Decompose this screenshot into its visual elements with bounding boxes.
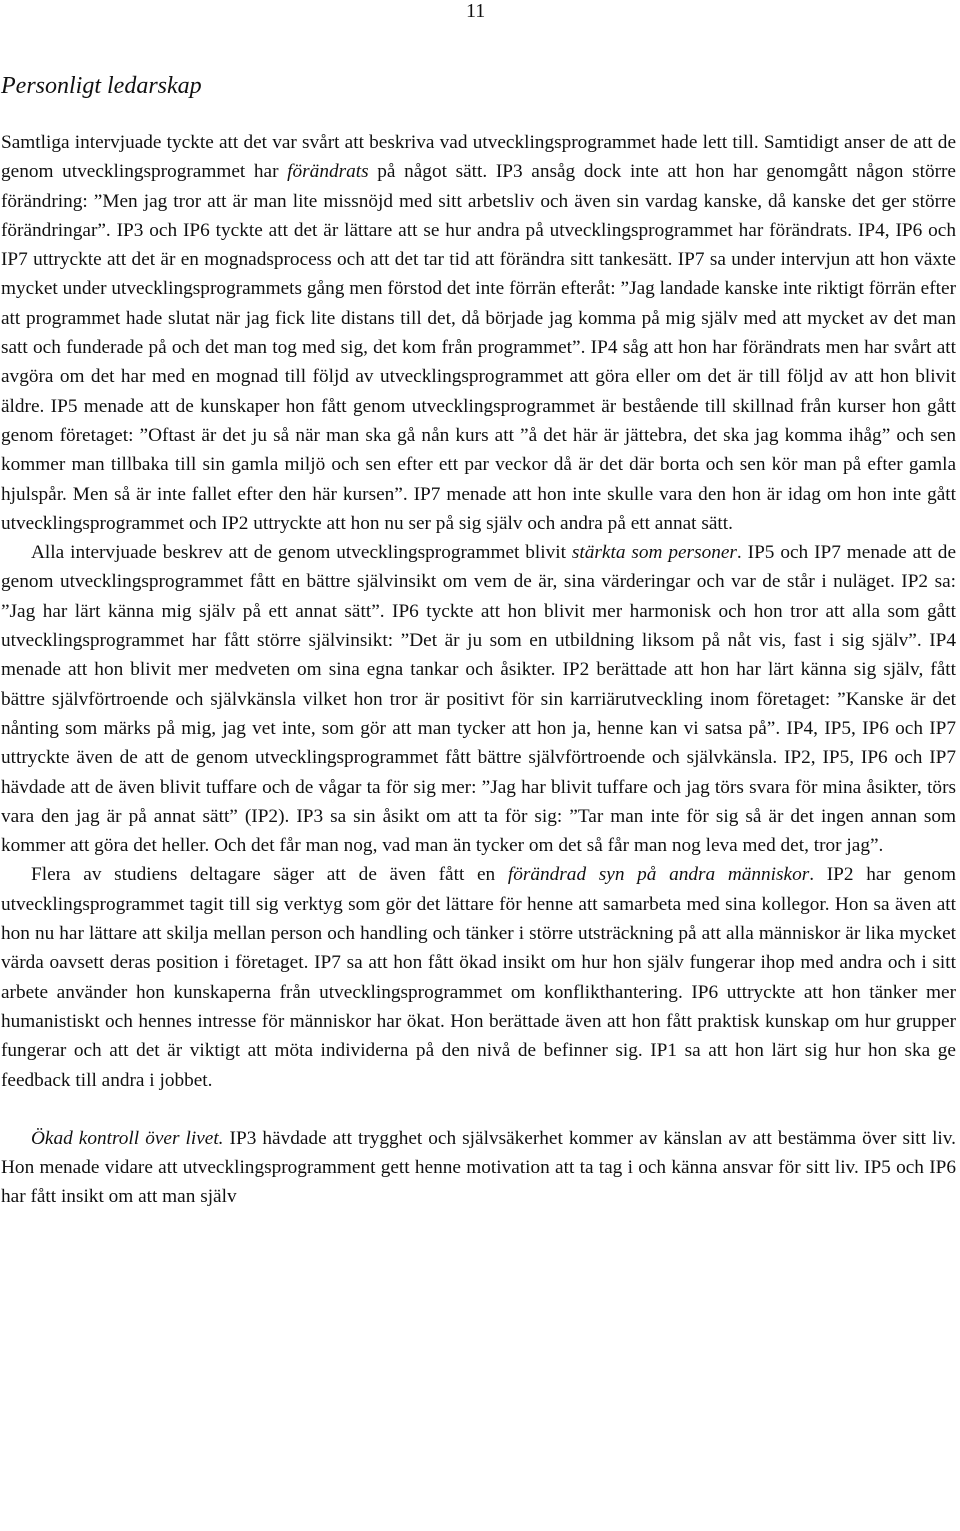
section-heading: Personligt ledarskap xyxy=(1,73,202,99)
paragraph-4 xyxy=(1,1124,956,1212)
paragraph-spacer xyxy=(1,1095,956,1124)
subheading-okad-kontroll: Ökad kontroll över livet. xyxy=(31,1127,224,1149)
paragraph-1-text-a: Samtliga intervjuade tyckte att det var svårt att beskriva vad utvecklingsprogrammet hade lett till. Samtidigt anser de att de genom utvecklingsprogrammet har xyxy=(1,132,956,183)
paragraph-2-text-a: Alla intervjuade beskrev att de genom utvecklingsprogrammet blivit xyxy=(31,542,572,564)
paragraph-3-text-b: . IP2 har genom utvecklingsprogrammet tagit till sig verktyg som gör det lättare för henne att samarbeta med sina kollegor. Hon sa även att hon nu har lättare att skilja mellan person och handling och tänker i större utsträckning på att alla människor är lika mycket värda oavsett deras position i företaget. IP7 sa att hon fått ökad insikt om hur hon själv fungerar ihop med andra och i sitt arbete använder hon kunskaperna från utvecklingsprogrammet om konflikthantering. IP6 uttryckte att hon tänker mer humanistiskt och hennes intresse för människor har ökat. Hon berättade även att hon fått praktisk kunskap om hur grupper fungerar och att det är viktigt att möta individerna på den nivå de befinner sig. IP1 sa att hon lärt sig hur hon ska ge feedback till andra i jobbet. xyxy=(1,864,956,1091)
paragraph-2-emphasis: stärkta som personer xyxy=(571,542,737,564)
paragraph-2-text-b: . IP5 och IP7 menade att de genom utvecklingsprogrammet fått en bättre självinsikt om vem de är, sina värderingar och var de står i nuläget. IP2 sa: ”Jag har lärt känna mig själv på ett annat sätt”. IP6 tyckte att hon blivit mer harmonisk och hon tror att alla som gått utvecklingsprogrammet har fått större självinsikt: ”Det är ju som en utbildning liksom på nåt vis, fast i sig själv”. IP4 menade att hon blivit mer medveten om sina egna tankar och åsikter. IP2 berättade att hon har lärt känna sig själv, fått bättre självförtroende och självkänsla vilket hon tror är positivt för sin karriärutveckling inom företaget: ”Kanske är det nånting som märks på mig, jag vet inte, som gör att man tycker att hon ja, henne kan vi satsa på”. IP4, IP5, IP6 och IP7 uttryckte även de att de genom utvecklingsprogrammet fått bättre självförtroende och självkänsla. IP2, IP5, IP6 och IP7 hävdade att de även blivit tuffare och de vågar ta för sig mer: ”Jag har blivit tuffare och jag törs svara för mina åsikter, törs vara den jag är på annat sätt” (IP2). IP3 sa sin åsikt om att ta för sig: ”Tar man inte för sig så är det ingen annan som kommer att göra det heller. Och det får man nog, vad man än tycker om det så får man nog leva med det, tror jag”. xyxy=(1,542,957,857)
paragraph-3 xyxy=(1,860,956,1094)
paragraph-4-text: IP3 hävdade att trygghet och självsäkerhet kommer av känslan av att bestämma över sitt liv. Hon menade vidare att utvecklingsprogramment gett henne motivation att ta tag i och känna ansvar för sitt liv. IP5 och IP6 har fått insikt om att man själv xyxy=(1,1127,956,1208)
paragraph-1-text-b: på något sätt. IP3 ansåg dock inte att hon har genomgått någon större förändring: ”Men jag tror att är man lite missnöjd med sitt arbetsliv och även sin vardag kanske, då kanske det ger större förändringar”. IP3 och IP6 tyckte att det är lättare att se hur andra på utvecklingsprogrammet har förändrats. IP4, IP6 och IP7 uttryckte att det är en mognadsprocess och att det tar tid att förändra sitt tankesätt. IP7 sa under intervjun att hon växte mycket under utvecklingsprogrammets gång men förstod det inte förrän efteråt: ”Jag landade kanske inte riktigt förrän efter att programmet hade slutat när jag fick lite distans till det, då började jag komma på mig själv med att mycket av det man satt och funderade på och det man tog med sig, det kom från programmet”. IP4 såg att hon har förändrats men har svårt att avgöra om det har med en mognad till följd av utvecklingsprogrammet att göra eller om det är till följd av att hon blivit äldre. IP5 menade att de kunskaper hon fått genom utvecklingsprogrammet är bestående till skillnad från kurser hon gått genom företaget: ”Oftast är det ju så när man ska gå nån kurs att ”å det här är jättebra, det ska jag komma ihåg” och sen kommer man tillbaka till sin gamla miljö och sen efter ett par veckor då är det där borta och sen kör man på efter gamla hjulspår. Men så är inte fallet efter den här kursen”. IP7 menade att hon inte skulle vara den hon är idag om hon inte gått utvecklingsprogrammet och IP2 uttryckte att hon nu ser på sig själv och andra på ett annat sätt. xyxy=(1,161,956,534)
paragraph-2 xyxy=(1,538,956,860)
paragraph-3-text-a: Flera av studiens deltagare säger att de även fått en xyxy=(31,864,508,886)
paragraph-1-emphasis: förändrats xyxy=(287,161,369,183)
paragraph-1 xyxy=(1,128,956,538)
paragraph-3-emphasis: förändrad syn på andra människor xyxy=(507,864,810,886)
body-text xyxy=(1,128,956,1212)
page-number: 11 xyxy=(466,0,486,22)
